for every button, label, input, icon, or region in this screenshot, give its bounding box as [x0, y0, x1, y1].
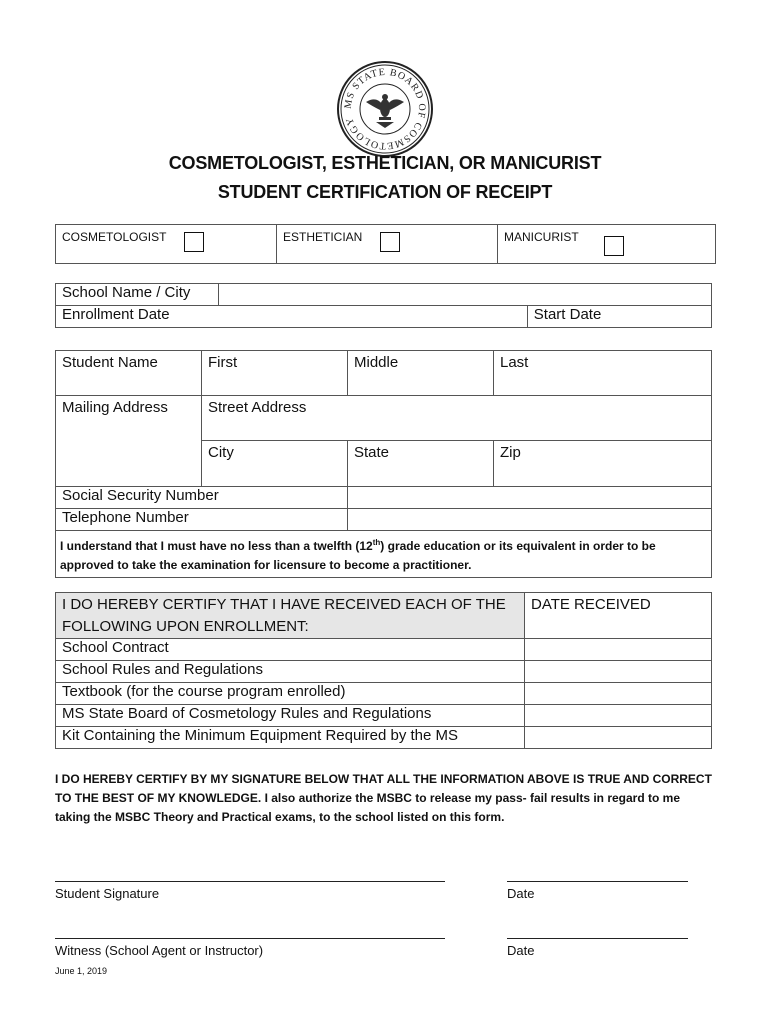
receipt-item: Kit Containing the Minimum Equipment Required by the MS	[56, 727, 525, 749]
student-signature-line[interactable]	[55, 881, 445, 882]
program-option-cell	[56, 225, 277, 264]
student-signature-label: Student Signature	[55, 886, 160, 901]
program-option-cell	[498, 225, 716, 264]
student-date-line[interactable]	[507, 881, 688, 882]
student-name-label: Student Name	[56, 351, 202, 396]
witness-signature-line[interactable]	[55, 938, 445, 939]
mailing-address-label: Mailing Address	[56, 396, 202, 487]
form-title-line2: STUDENT CERTIFICATION OF RECEIPT	[217, 182, 553, 202]
receipt-item: School Rules and Regulations	[56, 661, 525, 683]
last-name-label: Last	[500, 354, 529, 371]
school-name-field[interactable]	[219, 284, 712, 306]
enrollment-date-label: Enrollment Date	[62, 306, 170, 323]
program-label: MANICURIST	[504, 230, 579, 244]
program-label: ESTHETICIAN	[283, 230, 363, 244]
cosmetologist-checkbox[interactable]	[184, 232, 204, 252]
state-label: State	[354, 444, 390, 461]
street-address-field[interactable]	[202, 396, 712, 441]
receipt-item: Textbook (for the course program enrolled)	[56, 683, 525, 705]
state-field[interactable]	[348, 441, 494, 487]
form-title-line1: COSMETOLOGIST, ESTHETICIAN, OR MANICURIST	[168, 153, 602, 173]
enrollment-date-field[interactable]	[56, 306, 528, 328]
date-received-field[interactable]	[525, 727, 712, 749]
middle-name-field[interactable]	[348, 351, 494, 396]
last-name-field[interactable]	[494, 351, 712, 396]
revision-date: June 1, 2019	[55, 966, 108, 976]
ssn-field[interactable]	[348, 487, 712, 509]
date-received-field[interactable]	[525, 705, 712, 727]
date-received-field[interactable]	[525, 683, 712, 705]
certification-statement: I DO HEREBY CERTIFY BY MY SIGNATURE BELOW THAT ALL THE INFORMATION ABOVE IS TRUE AND CORRECT TO THE BEST OF MY KNOWLEDGE. I also authorize the MSBC to release my pass- fail results in regard to me taking the MSBC Theory and Practical exams, to the school listed on this form.	[55, 772, 712, 824]
program-option-cell	[277, 225, 498, 264]
date-received-field[interactable]	[525, 661, 712, 683]
middle-name-label: Middle	[354, 354, 399, 371]
receipt-item: School Contract	[56, 639, 525, 661]
witness-signature-label: Witness (School Agent or Instructor)	[55, 943, 264, 958]
receipt-header: I DO HEREBY CERTIFY THAT I HAVE RECEIVED EACH OF THE FOLLOWING UPON ENROLLMENT:	[56, 593, 525, 639]
phone-field[interactable]	[348, 509, 712, 531]
manicurist-checkbox[interactable]	[604, 236, 624, 256]
program-label: COSMETOLOGIST	[62, 230, 167, 244]
witness-date-line[interactable]	[507, 938, 688, 939]
witness-date-label: Date	[507, 943, 535, 958]
esthetician-checkbox[interactable]	[380, 232, 400, 252]
date-received-header: DATE RECEIVED	[525, 593, 712, 639]
state-board-seal	[336, 60, 434, 158]
student-info-table	[55, 350, 712, 578]
receipt-item: MS State Board of Cosmetology Rules and Regulations	[56, 705, 525, 727]
program-selection-table	[55, 224, 716, 264]
first-name-label: First	[208, 354, 238, 371]
zip-field[interactable]	[494, 441, 712, 487]
education-statement	[56, 531, 712, 578]
street-address-label: Street Address	[208, 399, 307, 416]
date-received-field[interactable]	[525, 639, 712, 661]
seal-ring-text: MS STATE BOARD OF COSMETOLOGY	[342, 66, 428, 152]
education-statement-sup: th	[372, 538, 381, 547]
start-date-label: Start Date	[533, 306, 602, 323]
school-name-label: School Name / City	[56, 284, 219, 306]
ssn-label: Social Security Number	[56, 487, 348, 509]
zip-label: Zip	[500, 444, 521, 461]
education-statement-post: ) grade education or its equivalent in order to be approved to take the examination for licensure to become a practitioner.	[60, 539, 656, 572]
first-name-field[interactable]	[202, 351, 348, 396]
phone-label: Telephone Number	[56, 509, 348, 531]
student-date-label: Date	[507, 886, 535, 901]
receipt-table	[55, 592, 712, 749]
school-info-table	[55, 283, 712, 328]
start-date-field[interactable]	[527, 306, 711, 328]
city-label: City	[208, 444, 234, 461]
education-statement-pre: I understand that I must have no less than a twelfth (12	[60, 539, 373, 553]
city-field[interactable]	[202, 441, 348, 487]
